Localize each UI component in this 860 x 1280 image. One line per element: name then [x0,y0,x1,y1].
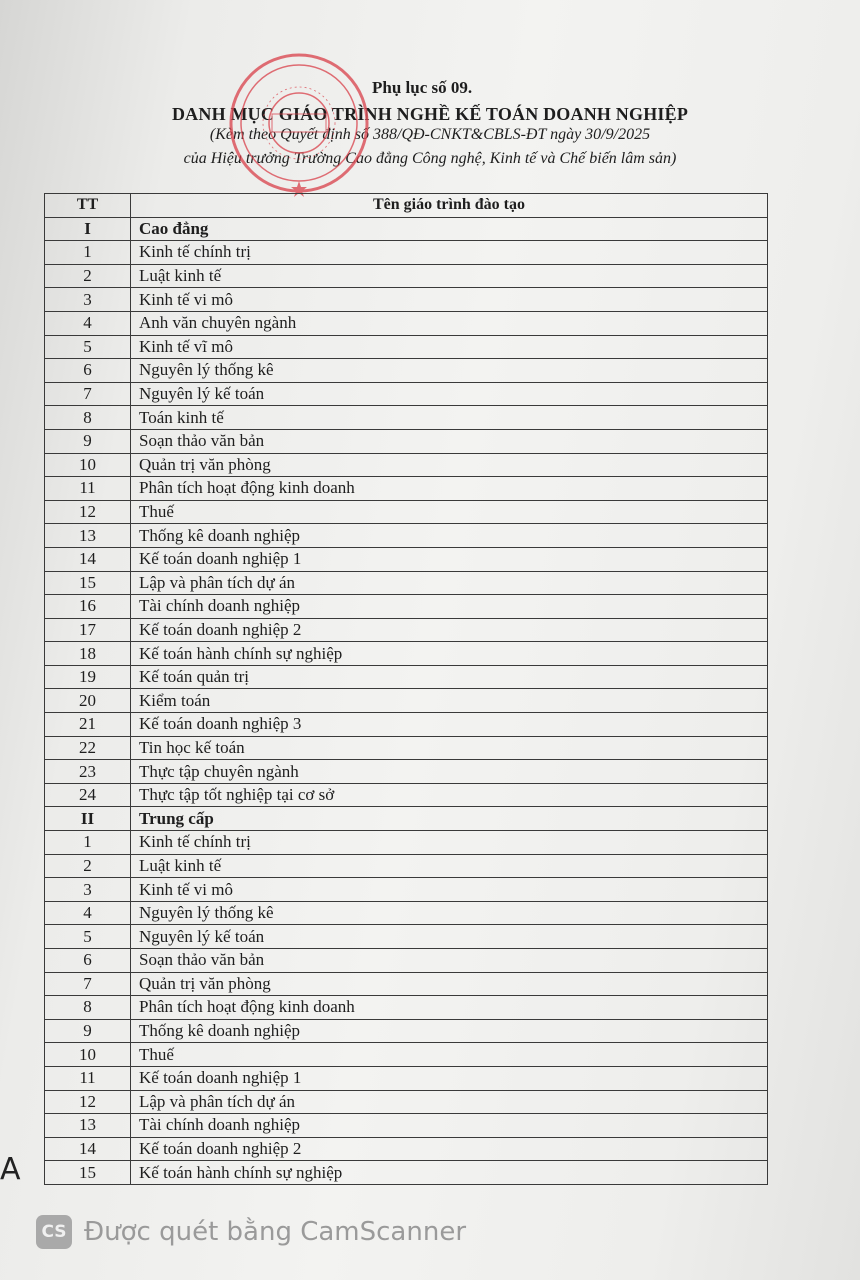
row-number: 7 [45,972,131,996]
textbook-name: Thực tập tốt nghiệp tại cơ sở [131,783,768,807]
decision-reference: (Kèm theo Quyết định số 388/QĐ-CNKT&CBLS-ĐT ngày 30/9/2025 [209,126,651,143]
table-row [45,901,768,925]
table-row [45,571,768,595]
textbook-name: Phân tích hoạt động kinh doanh [131,477,768,501]
table-row [45,618,768,642]
textbook-name: Nguyên lý thống kê [131,901,768,925]
table-row [45,1019,768,1043]
textbook-name: Toán kinh tế [131,406,768,430]
table-row [45,783,768,807]
table-row [45,854,768,878]
table-body [45,217,768,1184]
row-number: 3 [45,288,131,312]
row-number: 4 [45,311,131,335]
textbook-name: Nguyên lý kế toán [131,382,768,406]
textbook-name: Lập và phân tích dự án [131,1090,768,1114]
textbook-name: Kế toán hành chính sự nghiệp [131,642,768,666]
header-name: Tên giáo trình đào tạo [131,194,768,218]
textbook-name: Kinh tế vi mô [131,878,768,902]
row-number: 21 [45,713,131,737]
row-number: 17 [45,618,131,642]
table-row [45,972,768,996]
row-number: 14 [45,547,131,571]
section-row [45,217,768,241]
section-name: Trung cấp [131,807,768,831]
row-number: 11 [45,477,131,501]
textbook-name: Luật kinh tế [131,854,768,878]
table-row [45,996,768,1020]
section-name: Cao đẳng [131,217,768,241]
row-number: 11 [45,1066,131,1090]
table-row [45,382,768,406]
textbook-name: Nguyên lý thống kê [131,359,768,383]
table-row [45,760,768,784]
textbook-name: Phân tích hoạt động kinh doanh [131,996,768,1020]
table-row [45,241,768,265]
row-number: 3 [45,878,131,902]
row-number: 2 [45,264,131,288]
table-row [45,335,768,359]
textbook-name: Quản trị văn phòng [131,972,768,996]
table-row [45,1043,768,1067]
textbook-name: Nguyên lý kế toán [131,925,768,949]
row-number: 2 [45,854,131,878]
camscanner-logo: CS [36,1215,72,1249]
row-number: 8 [45,406,131,430]
annex-number: Phụ lục số 09. [372,78,473,97]
document-title: DANH MỤC GIÁO TRÌNH NGHỀ KẾ TOÁN DOANH NGHIỆP [171,104,689,124]
row-number: 6 [45,949,131,973]
textbook-name: Soạn thảo văn bản [131,429,768,453]
row-number: 13 [45,1114,131,1138]
table-row [45,1114,768,1138]
row-number: 20 [45,689,131,713]
row-number: 14 [45,1137,131,1161]
row-number: 12 [45,500,131,524]
table-row [45,311,768,335]
row-number: 15 [45,1161,131,1185]
textbook-name: Thuế [131,1043,768,1067]
table-row [45,1137,768,1161]
table-row [45,288,768,312]
row-number: 24 [45,783,131,807]
row-number: 19 [45,665,131,689]
row-number: 13 [45,524,131,548]
table-row [45,453,768,477]
row-number: 15 [45,571,131,595]
table-row [45,524,768,548]
row-number: 9 [45,1019,131,1043]
textbook-name: Kế toán doanh nghiệp 1 [131,547,768,571]
row-number: 6 [45,359,131,383]
row-number: 1 [45,831,131,855]
table-row [45,1066,768,1090]
table-row [45,359,768,383]
table-row [45,595,768,619]
table-row [45,406,768,430]
camscanner-watermark [36,1212,466,1252]
row-number: 7 [45,382,131,406]
textbook-name: Kế toán quản trị [131,665,768,689]
section-number: II [45,807,131,831]
row-number: 1 [45,241,131,265]
issuer-line: của Hiệu trưởng Trường Cao đẳng Công nghệ, Kinh tế và Chế biến lâm sản) [183,150,677,167]
row-number: 5 [45,335,131,359]
row-number: 9 [45,429,131,453]
red-seal-stamp [224,48,374,198]
textbook-table [44,193,768,1185]
textbook-name: Kiểm toán [131,689,768,713]
table-header-row [45,194,768,218]
table-row [45,736,768,760]
watermark-text: Được quét bằng CamScanner [84,1217,467,1247]
table-row [45,264,768,288]
textbook-name: Lập và phân tích dự án [131,571,768,595]
table-row [45,1090,768,1114]
textbook-name: Anh văn chuyên ngành [131,311,768,335]
textbook-name: Kinh tế chính trị [131,241,768,265]
row-number: 5 [45,925,131,949]
row-number: 16 [45,595,131,619]
textbook-name: Thực tập chuyên ngành [131,760,768,784]
textbook-name: Kinh tế chính trị [131,831,768,855]
row-number: 10 [45,453,131,477]
textbook-name: Thống kê doanh nghiệp [131,524,768,548]
textbook-name: Thuế [131,500,768,524]
table-row [45,949,768,973]
textbook-name: Kế toán doanh nghiệp 3 [131,713,768,737]
section-row [45,807,768,831]
row-number: 18 [45,642,131,666]
table-row [45,713,768,737]
row-number: 4 [45,901,131,925]
textbook-name: Quản trị văn phòng [131,453,768,477]
table-row [45,547,768,571]
table-row [45,878,768,902]
textbook-name: Kinh tế vĩ mô [131,335,768,359]
header-tt: TT [45,194,131,218]
textbook-name: Kế toán doanh nghiệp 1 [131,1066,768,1090]
table-row [45,689,768,713]
table-row [45,500,768,524]
row-number: 23 [45,760,131,784]
textbook-name: Luật kinh tế [131,264,768,288]
textbook-name: Tài chính doanh nghiệp [131,1114,768,1138]
table-row [45,831,768,855]
row-number: 22 [45,736,131,760]
textbook-name: Tài chính doanh nghiệp [131,595,768,619]
row-number: 10 [45,1043,131,1067]
row-number: 12 [45,1090,131,1114]
textbook-name: Thống kê doanh nghiệp [131,1019,768,1043]
textbook-name: Tin học kế toán [131,736,768,760]
table-row [45,1161,768,1185]
table-row [45,665,768,689]
row-number: 8 [45,996,131,1020]
textbook-name: Kế toán hành chính sự nghiệp [131,1161,768,1185]
textbook-name: Kế toán doanh nghiệp 2 [131,1137,768,1161]
margin-mark: A [0,1152,21,1187]
table-row [45,642,768,666]
textbook-name: Kế toán doanh nghiệp 2 [131,618,768,642]
table-row [45,429,768,453]
section-number: I [45,217,131,241]
textbook-name: Kinh tế vi mô [131,288,768,312]
table-row [45,477,768,501]
textbook-name: Soạn thảo văn bản [131,949,768,973]
table-row [45,925,768,949]
